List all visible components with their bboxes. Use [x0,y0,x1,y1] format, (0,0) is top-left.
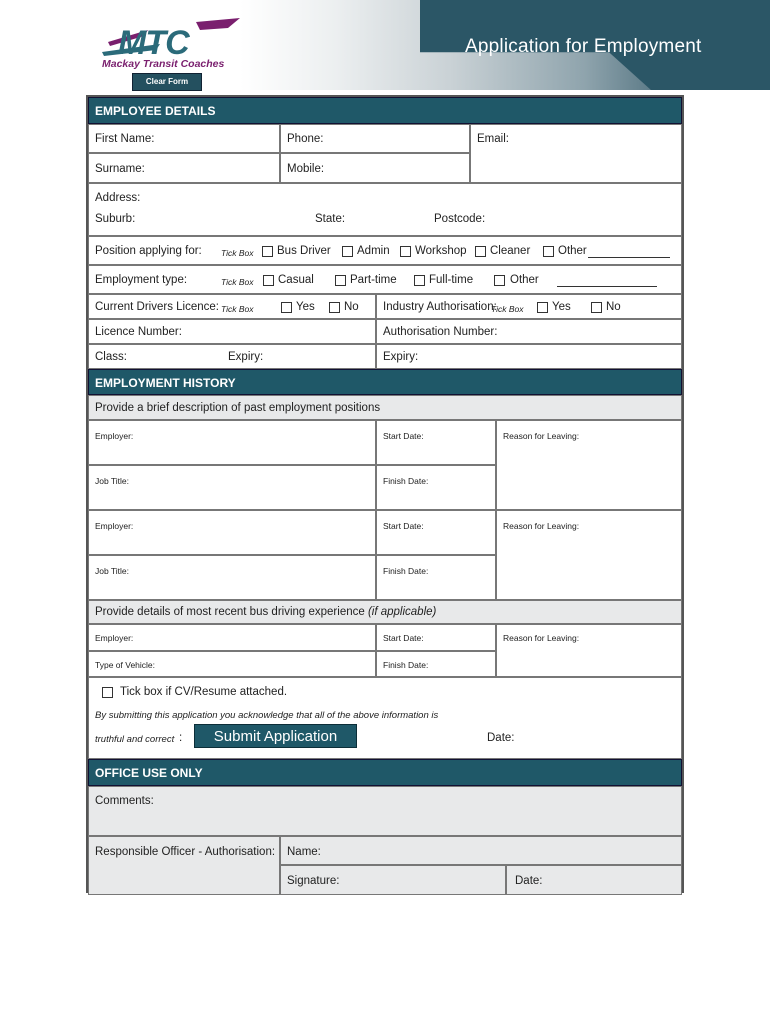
mobile-label: Mobile: [287,163,325,175]
casual-label: Casual [278,274,314,286]
industry-row [376,294,682,319]
tick-box-hint: Tick Box [221,248,254,258]
finish-date-1-field[interactable] [376,465,496,510]
officer-date-field[interactable] [506,865,682,895]
bus-employer-field[interactable] [88,624,376,651]
authorisation-expiry-label: Expiry: [383,351,419,363]
finish-date-2-label: Finish Date: [383,566,429,576]
logo-brand-name: Mackay Transit Coaches [102,58,225,70]
address-label: Address: [95,192,141,204]
bus-intro-note: (if applicable) [367,606,437,618]
reason-1-label: Reason for Leaving: [503,431,580,441]
other-type-input[interactable] [557,276,657,287]
job-title-1-label: Job Title: [95,476,130,486]
checkbox-industry-no[interactable] [591,302,602,313]
logo-letters: MTC [118,24,189,62]
employer-1-label: Employer: [95,431,134,441]
position-label: Position applying for: [95,245,202,257]
checkbox-cleaner[interactable] [475,246,486,257]
bus-start-date-label: Start Date: [383,633,424,643]
submission-date-label: Date: [487,732,515,744]
officer-signature-label: Signature: [287,875,340,887]
licence-expiry-label: Expiry: [228,351,264,363]
surname-field[interactable] [88,153,280,183]
cv-attached-label: Tick box if CV/Resume attached. [120,686,288,698]
checkbox-other-position[interactable] [543,246,554,257]
checkbox-industry-yes[interactable] [537,302,548,313]
job-title-1-field[interactable] [88,465,376,510]
state-label: State: [315,213,346,225]
submit-application-button[interactable]: Submit Application [194,724,357,748]
industry-no-label: No [606,301,621,313]
page-title: Application for Employment [465,36,702,57]
checkbox-part-time[interactable] [335,275,346,286]
finish-date-1-label: Finish Date: [383,476,429,486]
vehicle-type-label: Type of Vehicle: [95,660,156,670]
admin-label: Admin [357,245,390,257]
industry-yes-label: Yes [552,301,571,313]
tick-box-hint: Tick Box [221,277,254,287]
section-employment-history: EMPLOYMENT HISTORY [88,369,682,395]
comments-field[interactable] [88,786,682,836]
officer-date-label: Date: [515,875,543,887]
bus-driver-label: Bus Driver [277,245,331,257]
comments-label: Comments: [95,795,154,807]
authorisation-expiry-field[interactable] [376,344,682,369]
tick-box-hint: Tick Box [221,304,254,314]
phone-field[interactable] [280,124,470,153]
checkbox-admin[interactable] [342,246,353,257]
bus-start-date-field[interactable] [376,624,496,651]
acknowledgement-block [88,677,682,759]
address-field[interactable] [88,183,682,236]
responsible-officer-cell [88,836,280,895]
reason-2-label: Reason for Leaving: [503,521,580,531]
bus-experience-intro-row [88,600,682,624]
position-row [88,236,682,265]
reason-2-field[interactable] [496,510,682,600]
bus-experience-intro-text [95,606,436,618]
section-employee-details: EMPLOYEE DETAILS [88,97,682,124]
start-date-2-label: Start Date: [383,521,424,531]
clear-form-button[interactable]: Clear Form [132,73,202,91]
application-form [86,95,684,893]
checkbox-workshop[interactable] [400,246,411,257]
bus-reason-label: Reason for Leaving: [503,633,580,643]
page-header [0,0,770,92]
employment-type-row [88,265,682,294]
surname-label: Surname: [95,163,145,175]
licence-no-label: No [344,301,359,313]
bus-intro-main: Provide details of most recent bus driving experience [95,606,365,618]
industry-label: Industry Authorisation: [383,301,497,313]
email-label: Email: [477,133,509,145]
tick-box-hint: Tick Box [491,304,524,314]
licence-number-label: Licence Number: [95,326,182,338]
reason-1-field[interactable] [496,420,682,510]
employer-1-field[interactable] [88,420,376,465]
other-position-label: Other [558,245,587,257]
licence-number-field[interactable] [88,319,376,344]
cleaner-label: Cleaner [490,245,531,257]
class-label: Class: [95,351,127,363]
mobile-field[interactable] [280,153,470,183]
workshop-label: Workshop [415,245,467,257]
officer-name-label: Name: [287,846,321,858]
other-type-label: Other [510,274,539,286]
logo-swoosh-right [196,18,240,30]
other-position-input[interactable] [588,247,670,258]
acknowledgement-text: By submitting this application you acknowledge that all of the above information is [95,710,439,721]
full-time-label: Full-time [429,274,474,286]
bus-employer-label: Employer: [95,633,134,643]
finish-date-2-field[interactable] [376,555,496,600]
authorisation-number-field[interactable] [376,319,682,344]
officer-name-field[interactable] [280,836,682,865]
checkbox-casual[interactable] [263,275,274,286]
first-name-label: First Name: [95,133,155,145]
employer-2-label: Employer: [95,521,134,531]
checkbox-other-type[interactable] [494,275,505,286]
acknowledgement-text-2: truthful and correct [95,734,175,745]
licence-row [88,294,376,319]
bus-finish-date-label: Finish Date: [383,660,429,670]
postcode-label: Postcode: [434,213,486,225]
history-intro-text: Provide a brief description of past employment positions [95,402,381,414]
history-intro-row [88,395,682,420]
checkbox-licence-no[interactable] [329,302,340,313]
licence-label: Current Drivers Licence: [95,301,219,313]
authorisation-number-label: Authorisation Number: [383,326,498,338]
phone-label: Phone: [287,133,324,145]
job-title-2-label: Job Title: [95,566,130,576]
acknowledgement-colon: : [179,732,183,744]
employment-type-label: Employment type: [95,274,188,286]
licence-yes-label: Yes [296,301,315,313]
officer-signature-field[interactable] [280,865,506,895]
vehicle-type-field[interactable] [88,651,376,677]
bus-finish-date-field[interactable] [376,651,496,677]
employer-2-field[interactable] [88,510,376,555]
checkbox-licence-yes[interactable] [281,302,292,313]
part-time-label: Part-time [350,274,397,286]
first-name-field[interactable] [88,124,280,153]
start-date-2-field[interactable] [376,510,496,555]
bus-reason-field[interactable] [496,624,682,677]
checkbox-cv-attached[interactable] [102,687,113,698]
start-date-1-label: Start Date: [383,431,424,441]
start-date-1-field[interactable] [376,420,496,465]
email-field[interactable] [470,124,682,183]
checkbox-full-time[interactable] [414,275,425,286]
section-office-use: OFFICE USE ONLY [88,759,682,786]
checkbox-bus-driver[interactable] [262,246,273,257]
responsible-officer-label: Responsible Officer - Authorisation: [95,846,276,858]
job-title-2-field[interactable] [88,555,376,600]
suburb-label: Suburb: [95,213,136,225]
class-expiry-field[interactable] [88,344,376,369]
